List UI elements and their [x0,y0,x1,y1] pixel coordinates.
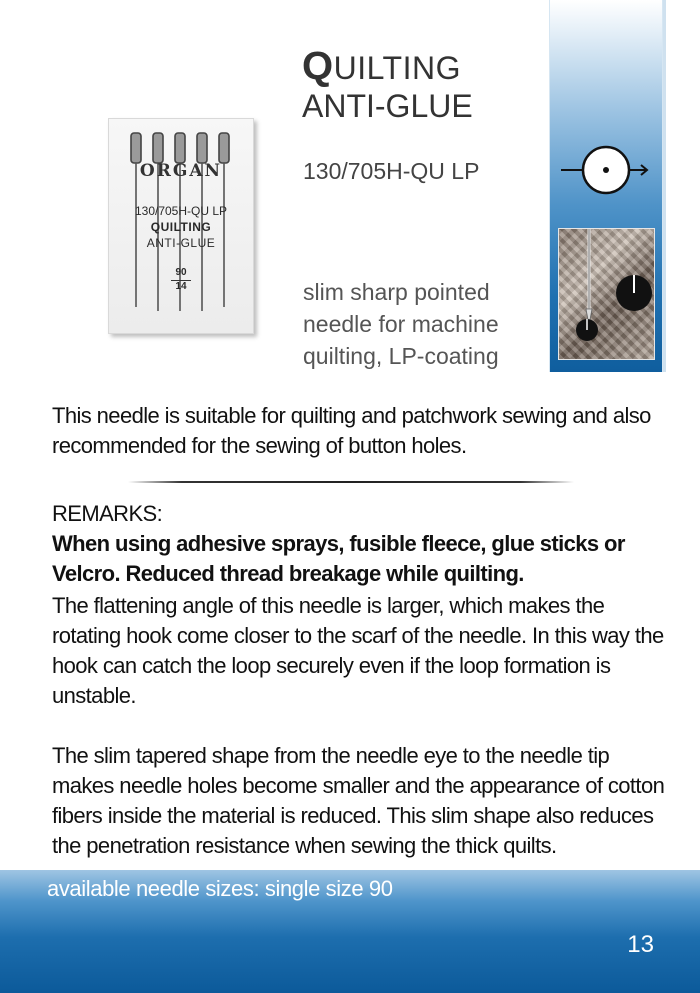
remarks-paragraph-2: The slim tapered shape from the needle eye to the needle tip makes needle holes become smaller and the appearance of cotton fibers inside the material is reduced. This slim shape also reduces the penetration resistance when sewing the thick quilts. [52,743,665,858]
needle-point-icon [561,142,651,198]
package-brand: ORGAN [139,161,223,181]
title-rest: UILTING [333,50,461,86]
page-number: 13 [627,931,654,958]
page-title [302,44,461,89]
available-sizes: available needle sizes: single size 90 [47,876,393,901]
side-band-edge-right [662,0,663,372]
package-size-metric: 90 [175,267,187,278]
needle-code: 130/705H-QU LP [303,158,480,184]
intro-paragraph: This needle is suitable for quilting and patchwork sewing and also recommended for the sewing of button holes. [52,403,651,458]
fabric-stitch-photo [558,228,655,360]
page-title-line2: ANTI-GLUE [302,88,473,124]
package-line2: ANTI-GLUE [146,236,216,250]
remarks-bold-text: When using adhesive sprays, fusible fleece, glue sticks or Velcro. Reduced thread breakage while quilting. [52,531,625,586]
title-initial: Q [302,44,334,88]
needle-description: slim sharp pointed needle for machine quilting, LP-coating [303,279,499,369]
section-divider [128,481,574,483]
remarks-paragraph-1: The flattening angle of this needle is larger, which makes the rotating hook come closer to the scarf of the needle. In this way the hook can catch the loop securely even if the loop formation is unstable. [52,593,664,708]
package-size-us: 14 [175,281,187,292]
side-band-edge-left [549,0,550,372]
needle-package-image [108,118,254,334]
package-line1: QUILTING [150,220,212,234]
package-code: 130/705H-QU LP [134,204,228,218]
remarks-heading: REMARKS: [52,501,163,526]
